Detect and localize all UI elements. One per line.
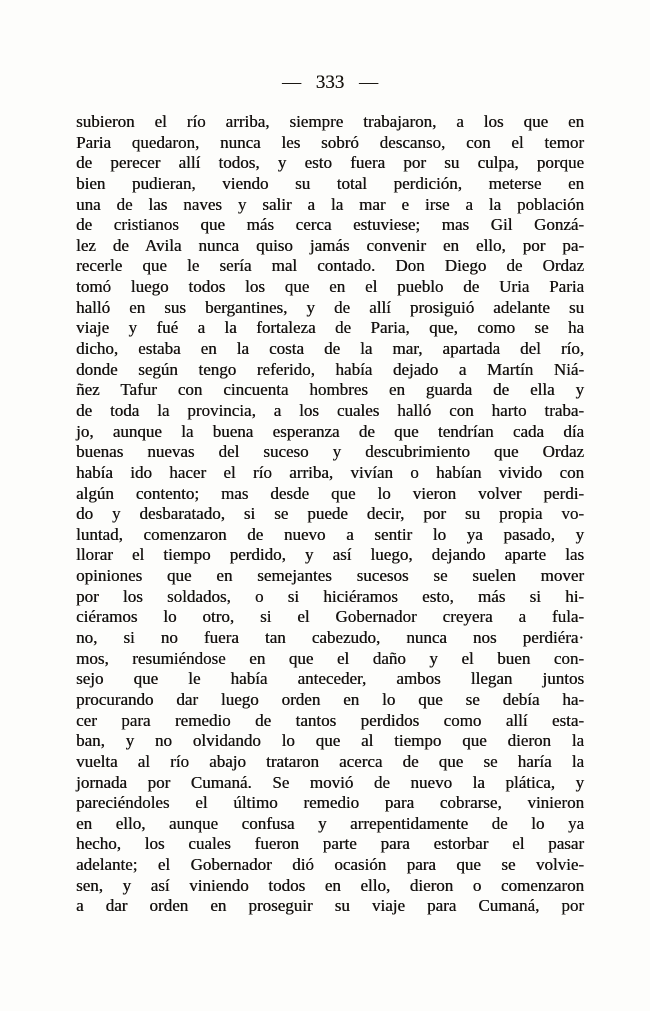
text-line: una de las naves y salir a la mar e irse a la población xyxy=(76,194,584,214)
text-line: hecho, los cuales fueron parte para estorbar el pasar xyxy=(76,834,584,854)
text-line: opiniones que en semejantes sucesos se suelen mover xyxy=(76,566,584,586)
text-line: de cristianos que más cerca estuviese; mas Gil Gonzá- xyxy=(76,215,584,235)
text-line: vuelta al río abajo trataron acerca de que se haría la xyxy=(76,751,584,771)
text-line: lez de Avila nunca quiso jamás convenir en ello, por pa- xyxy=(76,235,584,255)
text-line: en ello, aunque confusa y arrepentidamente de lo ya xyxy=(76,813,584,833)
text-line: do y desbaratado, si se puede decir, por su propia vo- xyxy=(76,504,584,524)
text-line: había ido hacer el río arriba, vivían o habían vivido con xyxy=(76,462,584,482)
text-line: adelante; el Gobernador dió ocasión para que se volvie- xyxy=(76,855,584,875)
text-line: jo, aunque la buena esperanza de que tendrían cada día xyxy=(76,421,584,441)
text-line: Paria quedaron, nunca les sobró descanso, con el temor xyxy=(76,132,584,152)
text-line: no, si no fuera tan cabezudo, nunca nos perdiéra· xyxy=(76,628,584,648)
text-line: buenas nuevas del suceso y descubrimiento que Ordaz xyxy=(76,442,584,462)
text-line: ñez Tafur con cincuenta hombres en guarda de ella y xyxy=(76,380,584,400)
text-line: donde según tengo referido, había dejado a Martín Niá- xyxy=(76,359,584,379)
text-line: bien pudieran, viendo su total perdición, meterse en xyxy=(76,173,584,193)
text-line: halló en sus bergantines, y de allí prosiguió adelante su xyxy=(76,297,584,317)
text-line: cer para remedio de tantos perdidos como allí esta- xyxy=(76,710,584,730)
page-number: — 333 — xyxy=(282,72,378,93)
text-line: mos, resumiéndose en que el daño y el buen con- xyxy=(76,648,584,668)
text-line: ciéramos lo otro, si el Gobernador creyera a fula- xyxy=(76,607,584,627)
text-block xyxy=(76,112,584,917)
text-line: viaje y fué a la fortaleza de Paria, que, como se ha xyxy=(76,318,584,338)
text-line: luntad, comenzaron de nuevo a sentir lo ya pasado, y xyxy=(76,524,584,544)
text-line: de perecer allí todos, y esto fuera por su culpa, porque xyxy=(76,153,584,173)
text-line: jornada por Cumaná. Se movió de nuevo la plática, y xyxy=(76,772,584,792)
text-line: procurando dar luego orden en lo que se debía ha- xyxy=(76,689,584,709)
text-line: sen, y así viniendo todos en ello, dieron o comenzaron xyxy=(76,875,584,895)
text-line: subieron el río arriba, siempre trabajaron, a los que en xyxy=(76,112,584,131)
text-line: ban, y no olvidando lo que al tiempo que dieron la xyxy=(76,731,584,751)
text-line: dicho, estaba en la costa de la mar, apartada del río, xyxy=(76,339,584,359)
text-line: a dar orden en proseguir su viaje para Cumaná, por xyxy=(76,896,584,916)
text-line: llorar el tiempo perdido, y así luego, dejando aparte las xyxy=(76,545,584,565)
text-line: de toda la provincia, a los cuales halló con harto traba- xyxy=(76,400,584,420)
text-line: por los soldados, o si hiciéramos esto, más si hi- xyxy=(76,586,584,606)
text-line: sejo que le había anteceder, ambos llegan juntos xyxy=(76,669,584,689)
text-line: pareciéndoles el último remedio para cobrarse, vinieron xyxy=(76,793,584,813)
text-line: recerle que le sería mal contado. Don Diego de Ordaz xyxy=(76,256,584,276)
text-line: algún contento; mas desde que lo vieron volver perdi- xyxy=(76,483,584,503)
text-line: tomó luego todos los que en el pueblo de Uria Paria xyxy=(76,277,584,297)
